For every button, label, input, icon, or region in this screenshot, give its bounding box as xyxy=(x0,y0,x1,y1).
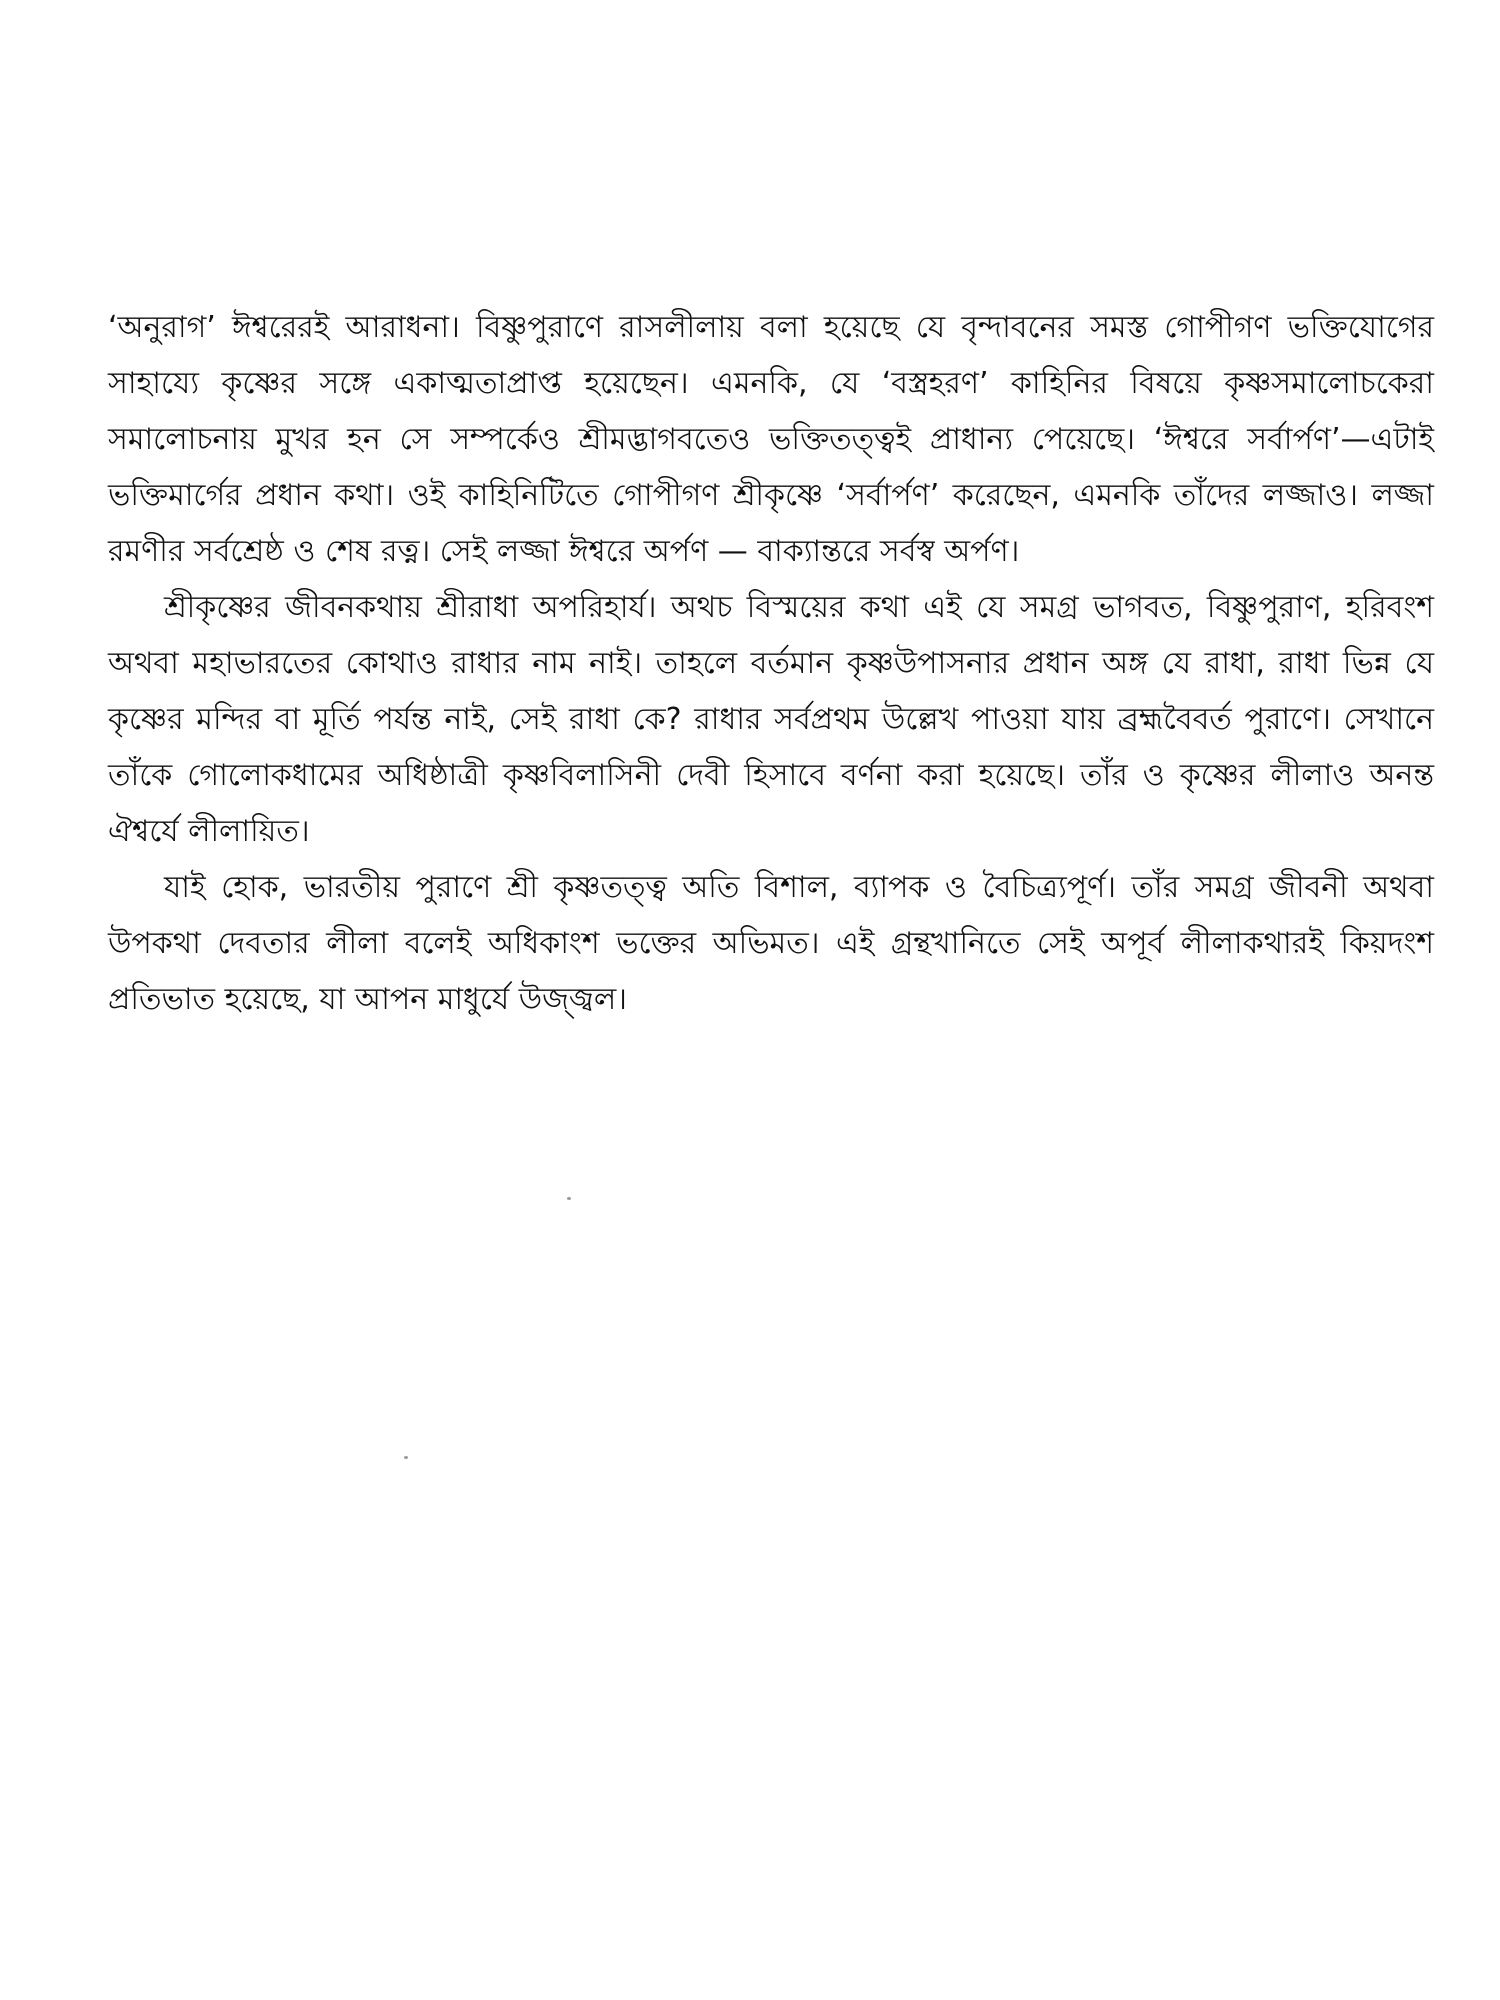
scan-speck xyxy=(404,1456,408,1459)
body-text xyxy=(108,300,1434,1028)
paragraph-1: ‘অনুরাগ’ ঈশ্বরেরই আরাধনা। বিষ্ণুপুরাণে রাসলীলায় বলা হয়েছে যে বৃন্দাবনের সমস্ত গোপীগণ ভক্তিযোগের সাহায্যে কৃষ্ণের সঙ্গে একাত্মতাপ্রাপ্ত হয়েছেন। এমনকি, যে ‘বস্ত্রহরণ’ কাহিনির বিষয়ে কৃষ্ণসমালোচকেরা সমালোচনায় মুখর হন সে সম্পর্কেও শ্রীমদ্ভাগবতেও ভক্তিতত্ত্বই প্রাধান্য পেয়েছে। ‘ঈশ্বরে সর্বার্পণ’—এটাই ভক্তিমার্গের প্রধান কথা। ওই কাহিনিটিতে গোপীগণ শ্রীকৃষ্ণে ‘সর্বার্পণ’ করেছেন, এমনকি তাঁদের লজ্জাও। লজ্জা রমণীর সর্বশ্রেষ্ঠ ও শেষ রত্ন। সেই লজ্জা ঈশ্বরে অর্পণ — বাক্যান্তরে সর্বস্ব অর্পণ। xyxy=(108,310,1434,569)
paragraph-2: শ্রীকৃষ্ণের জীবনকথায় শ্রীরাধা অপরিহার্য। অথচ বিস্ময়ের কথা এই যে সমগ্র ভাগবত, বিষ্ণুপুরাণ, হরিবংশ অথবা মহাভারতের কোথাও রাধার নাম নাই। তাহলে বর্তমান কৃষ্ণউপাসনার প্রধান অঙ্গ যে রাধা, রাধা ভিন্ন যে কৃষ্ণের মন্দির বা মূর্তি পর্যন্ত নাই, সেই রাধা কে? রাধার সর্বপ্রথম উল্লেখ পাওয়া যায় ব্রহ্মবৈবর্ত পুরাণে। সেখানে তাঁকে গোলোকধামের অধিষ্ঠাত্রী কৃষ্ণবিলাসিনী দেবী হিসাবে বর্ণনা করা হয়েছে। তাঁর ও কৃষ্ণের লীলাও অনন্ত ঐশ্বর্যে লীলায়িত। xyxy=(108,590,1434,849)
paragraph-3: যাই হোক, ভারতীয় পুরাণে শ্রী কৃষ্ণতত্ত্ব অতি বিশাল, ব্যাপক ও বৈচিত্র্যপূর্ণ। তাঁর সমগ্র জীবনী অথবা উপকথা দেবতার লীলা বলেই অধিকাংশ ভক্তের অভিমত। এই গ্রন্থখানিতে সেই অপূর্ব লীলাকথারই কিয়দংশ প্রতিভাত হয়েছে, যা আপন মাধুর্যে উজ্জ্বল। xyxy=(108,870,1434,1017)
scan-speck xyxy=(567,1197,571,1200)
